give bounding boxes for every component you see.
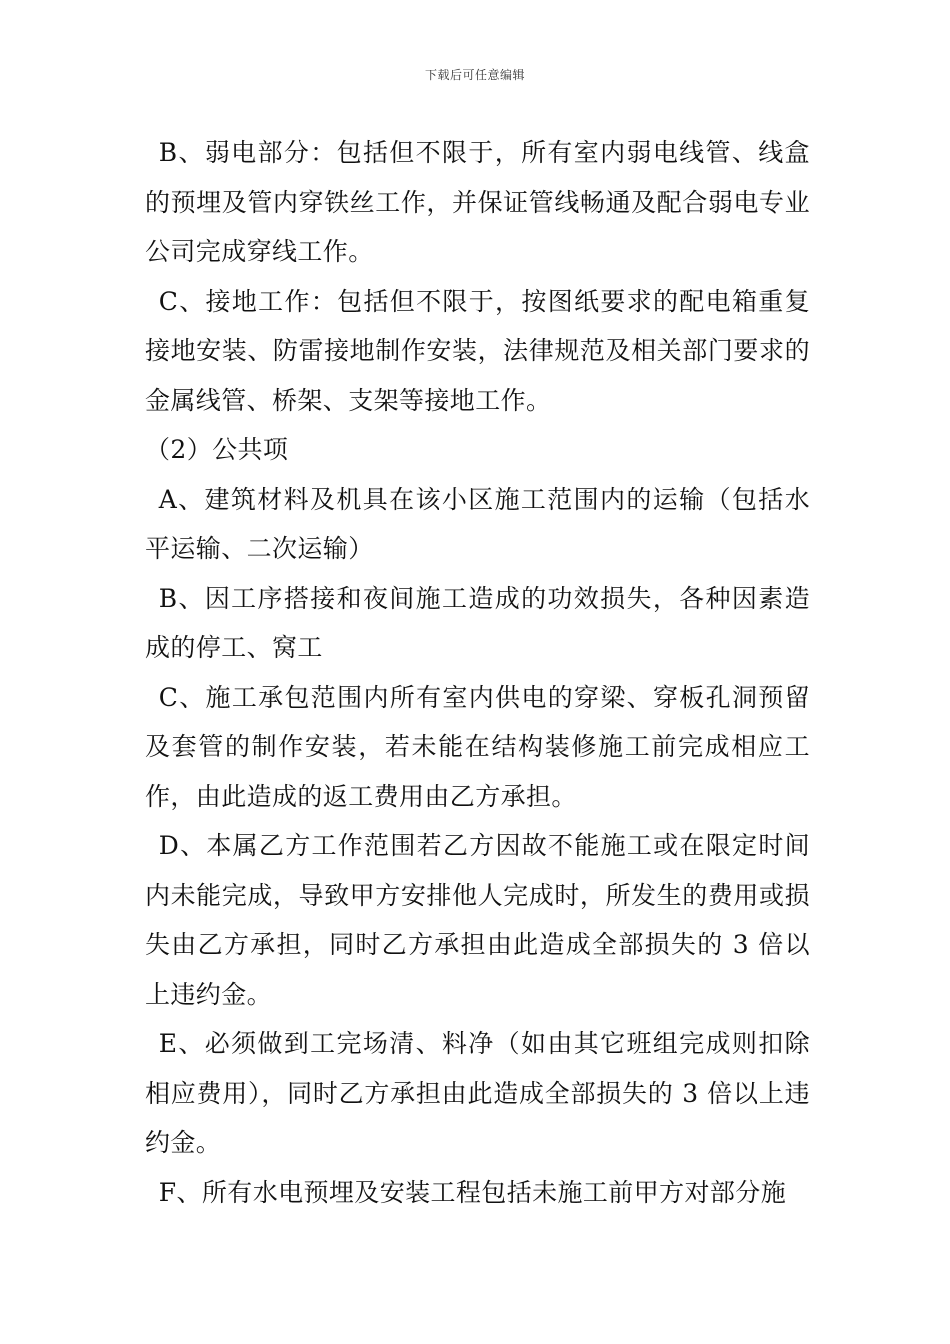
document-body xyxy=(145,128,810,1217)
paragraph-material-transport: A、建筑材料及机具在该小区施工范围内的运输（包括水平运输、二次运输） xyxy=(145,484,810,563)
paragraph-weak-current: B、弱电部分：包括但不限于，所有室内弱电线管、线盒的预埋及管内穿铁丝工作，并保证管线畅通及配合弱电专业公司完成穿线工作。 xyxy=(145,138,810,266)
paragraph-installation: F、所有水电预埋及安装工程包括未施工前甲方对部分施 xyxy=(158,1177,787,1207)
section-heading-public-items: （2）公共项 xyxy=(145,435,289,464)
paragraph-delay-penalty: D、本属乙方工作范围若乙方因故不能施工或在限定时间内未能完成，导致甲方安排他人完成时，所发生的费用或损失由乙方承担，同时乙方承担由此造成全部损失的 3 倍以上违约金。 xyxy=(145,831,810,1009)
paragraph-efficiency-loss: B、因工序搭接和夜间施工造成的功效损失，各种因素造成的停工、窝工 xyxy=(145,583,810,662)
paragraph-site-cleanup: E、必须做到工完场清、料净（如由其它班组完成则扣除相应费用），同时乙方承担由此造成全部损失的 3 倍以上违约金。 xyxy=(145,1029,810,1157)
paragraph-holes-sleeves: C、施工承包范围内所有室内供电的穿梁、穿板孔洞预留及套管的制作安装，若未能在结构装修施工前完成相应工作，由此造成的返工费用由乙方承担。 xyxy=(145,682,810,811)
page-header-note: 下载后可任意编辑 xyxy=(424,68,525,82)
paragraph-grounding: C、接地工作：包括但不限于，按图纸要求的配电箱重复接地安装、防雷接地制作安装，法律规范及相关部门要求的金属线管、桥架、支架等接地工作。 xyxy=(145,286,810,415)
